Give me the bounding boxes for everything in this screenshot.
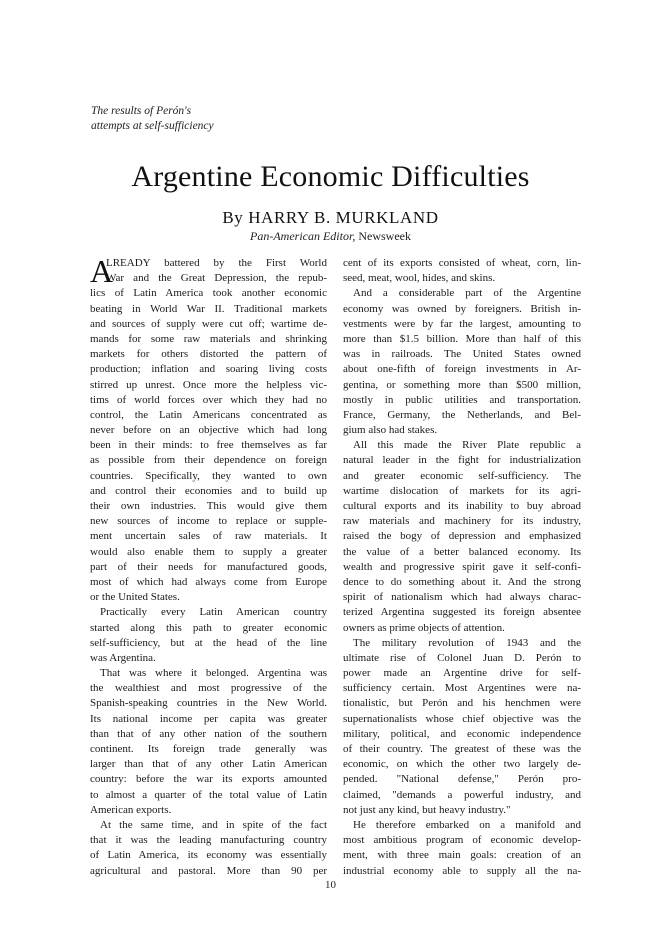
left-column-line: At the same time, and in spite of the fact	[100, 818, 327, 831]
page-number: 10	[325, 879, 336, 891]
right-column-line: natural leader in the fight for industrialization	[343, 454, 581, 467]
left-column-line: lics of Latin America took another economic	[90, 287, 327, 300]
right-column-line: raw materials and machinery for its industry,	[343, 515, 581, 528]
right-column-line: economy was owned by foreigners. British in-	[343, 302, 581, 315]
right-column-line: wartime dislocation of markets for its agri-	[343, 484, 581, 497]
right-column-line: All this made the River Plate republic a	[353, 439, 581, 452]
right-column-line: the value of a better balanced economy. Its	[343, 545, 581, 558]
right-column-line: vestments were by far the largest, amounting to	[343, 317, 581, 330]
right-column-line: power made an Argentine drive for self-	[343, 667, 581, 680]
left-column-line: Practically every Latin American country	[100, 606, 327, 619]
right-column-line: about one-fifth of foreign investments in Ar-	[343, 363, 581, 376]
left-column-line: would also enable them to supply a greater	[90, 545, 327, 558]
left-column-line: started along this path to greater economic	[90, 621, 327, 634]
left-column-line: production; inflation and soaring living costs	[90, 363, 327, 376]
left-column-line: beating in World War II. Traditional markets	[90, 302, 327, 315]
left-column-line: Its national income per capita was greater	[90, 712, 327, 725]
left-column-line: War and the Great Depression, the repub-	[106, 272, 327, 285]
left-column-line: ment uncertain sales of raw materials. It	[90, 530, 327, 543]
byline-role: Pan-American Editor,	[250, 229, 356, 243]
left-column-line: LREADY battered by the First World	[106, 257, 327, 269]
left-column-line: continent. Its foreign trade generally was	[90, 743, 327, 755]
left-column-line: than that of any other nation of the southern	[90, 727, 327, 740]
left-column-line: or the United States.	[90, 591, 180, 604]
left-column-line: part of their needs for manufactured goods,	[90, 560, 327, 573]
right-column-line: not just any kind, but heavy industry."	[343, 803, 511, 816]
left-column-line: new sources of income to replace or supple-	[90, 515, 327, 528]
right-column-line: mostly in public utilities and transportation.	[343, 393, 581, 406]
left-column-line: never before on an objective which had long	[90, 424, 327, 437]
left-column-line: and sources of supply were cut off; wartime de-	[90, 317, 327, 330]
right-column-line: tionalistic, but Perón and his henchmen were	[343, 697, 581, 710]
right-column-line: The military revolution of 1943 and the	[353, 636, 581, 649]
left-column-line: agricultural and pastoral. More than 90 per	[90, 864, 327, 877]
left-column-line: that it was the leading manufacturing country	[90, 834, 327, 847]
left-column-line: self-sufficiency, but at the head of the line	[90, 636, 327, 649]
left-column-line: That was where it belonged. Argentina was	[100, 667, 327, 680]
right-column-line: owners as prime objects of attention.	[343, 621, 505, 634]
right-column-line: He therefore embarked on a manifold and	[353, 818, 581, 831]
right-column-line: terized Argentina suggested its foreign absentee	[343, 606, 581, 619]
right-column-line: supernationalists whose chief objective was the	[343, 712, 581, 725]
right-column-line: spirit of nationalism which had always charac-	[343, 591, 581, 604]
left-column-line: and control their economies and to build up	[90, 484, 327, 497]
left-column-line: mands for some raw materials and shrinking	[90, 332, 327, 345]
left-column-line: countries. Specifically, they wanted to own	[90, 469, 327, 482]
left-column-line: as possible from their dependence on foreign	[90, 454, 327, 467]
kicker-line-1: The results of Perón's	[91, 105, 192, 117]
right-column-line: gentina, or something more than $500 million,	[343, 378, 581, 391]
left-column-line: been in their minds: to free themselves as far	[90, 439, 327, 452]
right-column-line: France, Germany, the Netherlands, and Bel-	[343, 408, 581, 421]
left-column	[90, 253, 327, 879]
kicker-line-2: attempts at self-sufficiency	[91, 120, 214, 132]
byline-author: By HARRY B. MURKLAND	[222, 208, 439, 227]
right-column-line: most ambitious program of economic develop-	[343, 834, 581, 847]
left-column-line: tims of world forces over which they had no	[90, 393, 327, 406]
left-column-line: of Latin America, its economy was essentially	[90, 849, 327, 862]
right-column-line: industrial economy able to supply all the na-	[343, 864, 581, 877]
left-column-line: control, the Latin Americans concentrated as	[90, 408, 327, 421]
left-column-line: the wealthiest and most progressive of the	[90, 682, 327, 695]
right-column-line: more than $1.5 billion. More than half of this	[343, 332, 581, 345]
left-column-line: American exports.	[90, 803, 172, 816]
article-title: Argentine Economic Difficulties	[131, 160, 530, 193]
right-column-line: seed, meat, wool, hides, and skins.	[343, 272, 496, 285]
left-column-line: stirred up unrest. Once more the helpless vic-	[90, 378, 327, 391]
right-column-line: cent of its exports consisted of wheat, corn, lin-	[343, 257, 581, 269]
right-column-line: cultural exports and its inability to buy abroad	[343, 500, 581, 512]
dropcap: A	[90, 253, 114, 289]
right-column-line: sufficiency certain. Most Argentines were na-	[343, 682, 581, 695]
left-column-line: to almost a quarter of the total value of Latin	[90, 788, 327, 801]
right-column	[343, 256, 581, 879]
left-column-line: was Argentina.	[90, 651, 156, 664]
right-column-line: economic, on which the other two largely de-	[343, 758, 581, 771]
right-column-line: claimed, "demands a powerful industry, and	[343, 788, 581, 801]
right-column-line: And a considerable part of the Argentine	[353, 287, 581, 300]
right-column-line: ultimate rise of Colonel Juan D. Perón to	[343, 651, 581, 664]
right-column-line: was in railroads. The United States owned	[343, 348, 581, 361]
byline-publication: Newsweek	[358, 229, 411, 243]
right-column-line: of their country. The greatest of these was the	[343, 743, 581, 755]
right-column-line: and greater economic self-sufficiency. The	[343, 469, 581, 482]
right-column-line: gium also had stakes.	[343, 424, 438, 437]
byline-affiliation	[0, 229, 661, 244]
right-column-line: ment, with three main goals: creation of an	[343, 849, 581, 862]
right-column-line: raised the bogy of depression and emphasized	[343, 530, 581, 543]
left-column-line: larger than that of any other Latin American	[90, 758, 327, 771]
left-column-line: markets for others distorted the pattern of	[90, 348, 327, 361]
right-column-line: pended. "National defense," Perón pro-	[343, 773, 581, 786]
left-column-line: country: before the war its exports amounted	[90, 773, 327, 786]
kicker	[91, 104, 214, 134]
right-column-line: military, political, and economic independence	[343, 727, 581, 740]
left-column-line: their own industries. This would give them	[90, 500, 327, 512]
left-column-line: Spanish-speaking countries in the New World.	[90, 697, 327, 710]
right-column-line: dence to do something about it. And the strong	[343, 575, 581, 588]
right-column-line: wealth and progressive spirit gave it self-confi-	[343, 560, 581, 573]
left-column-line: most of which had always come from Europe	[90, 575, 327, 588]
